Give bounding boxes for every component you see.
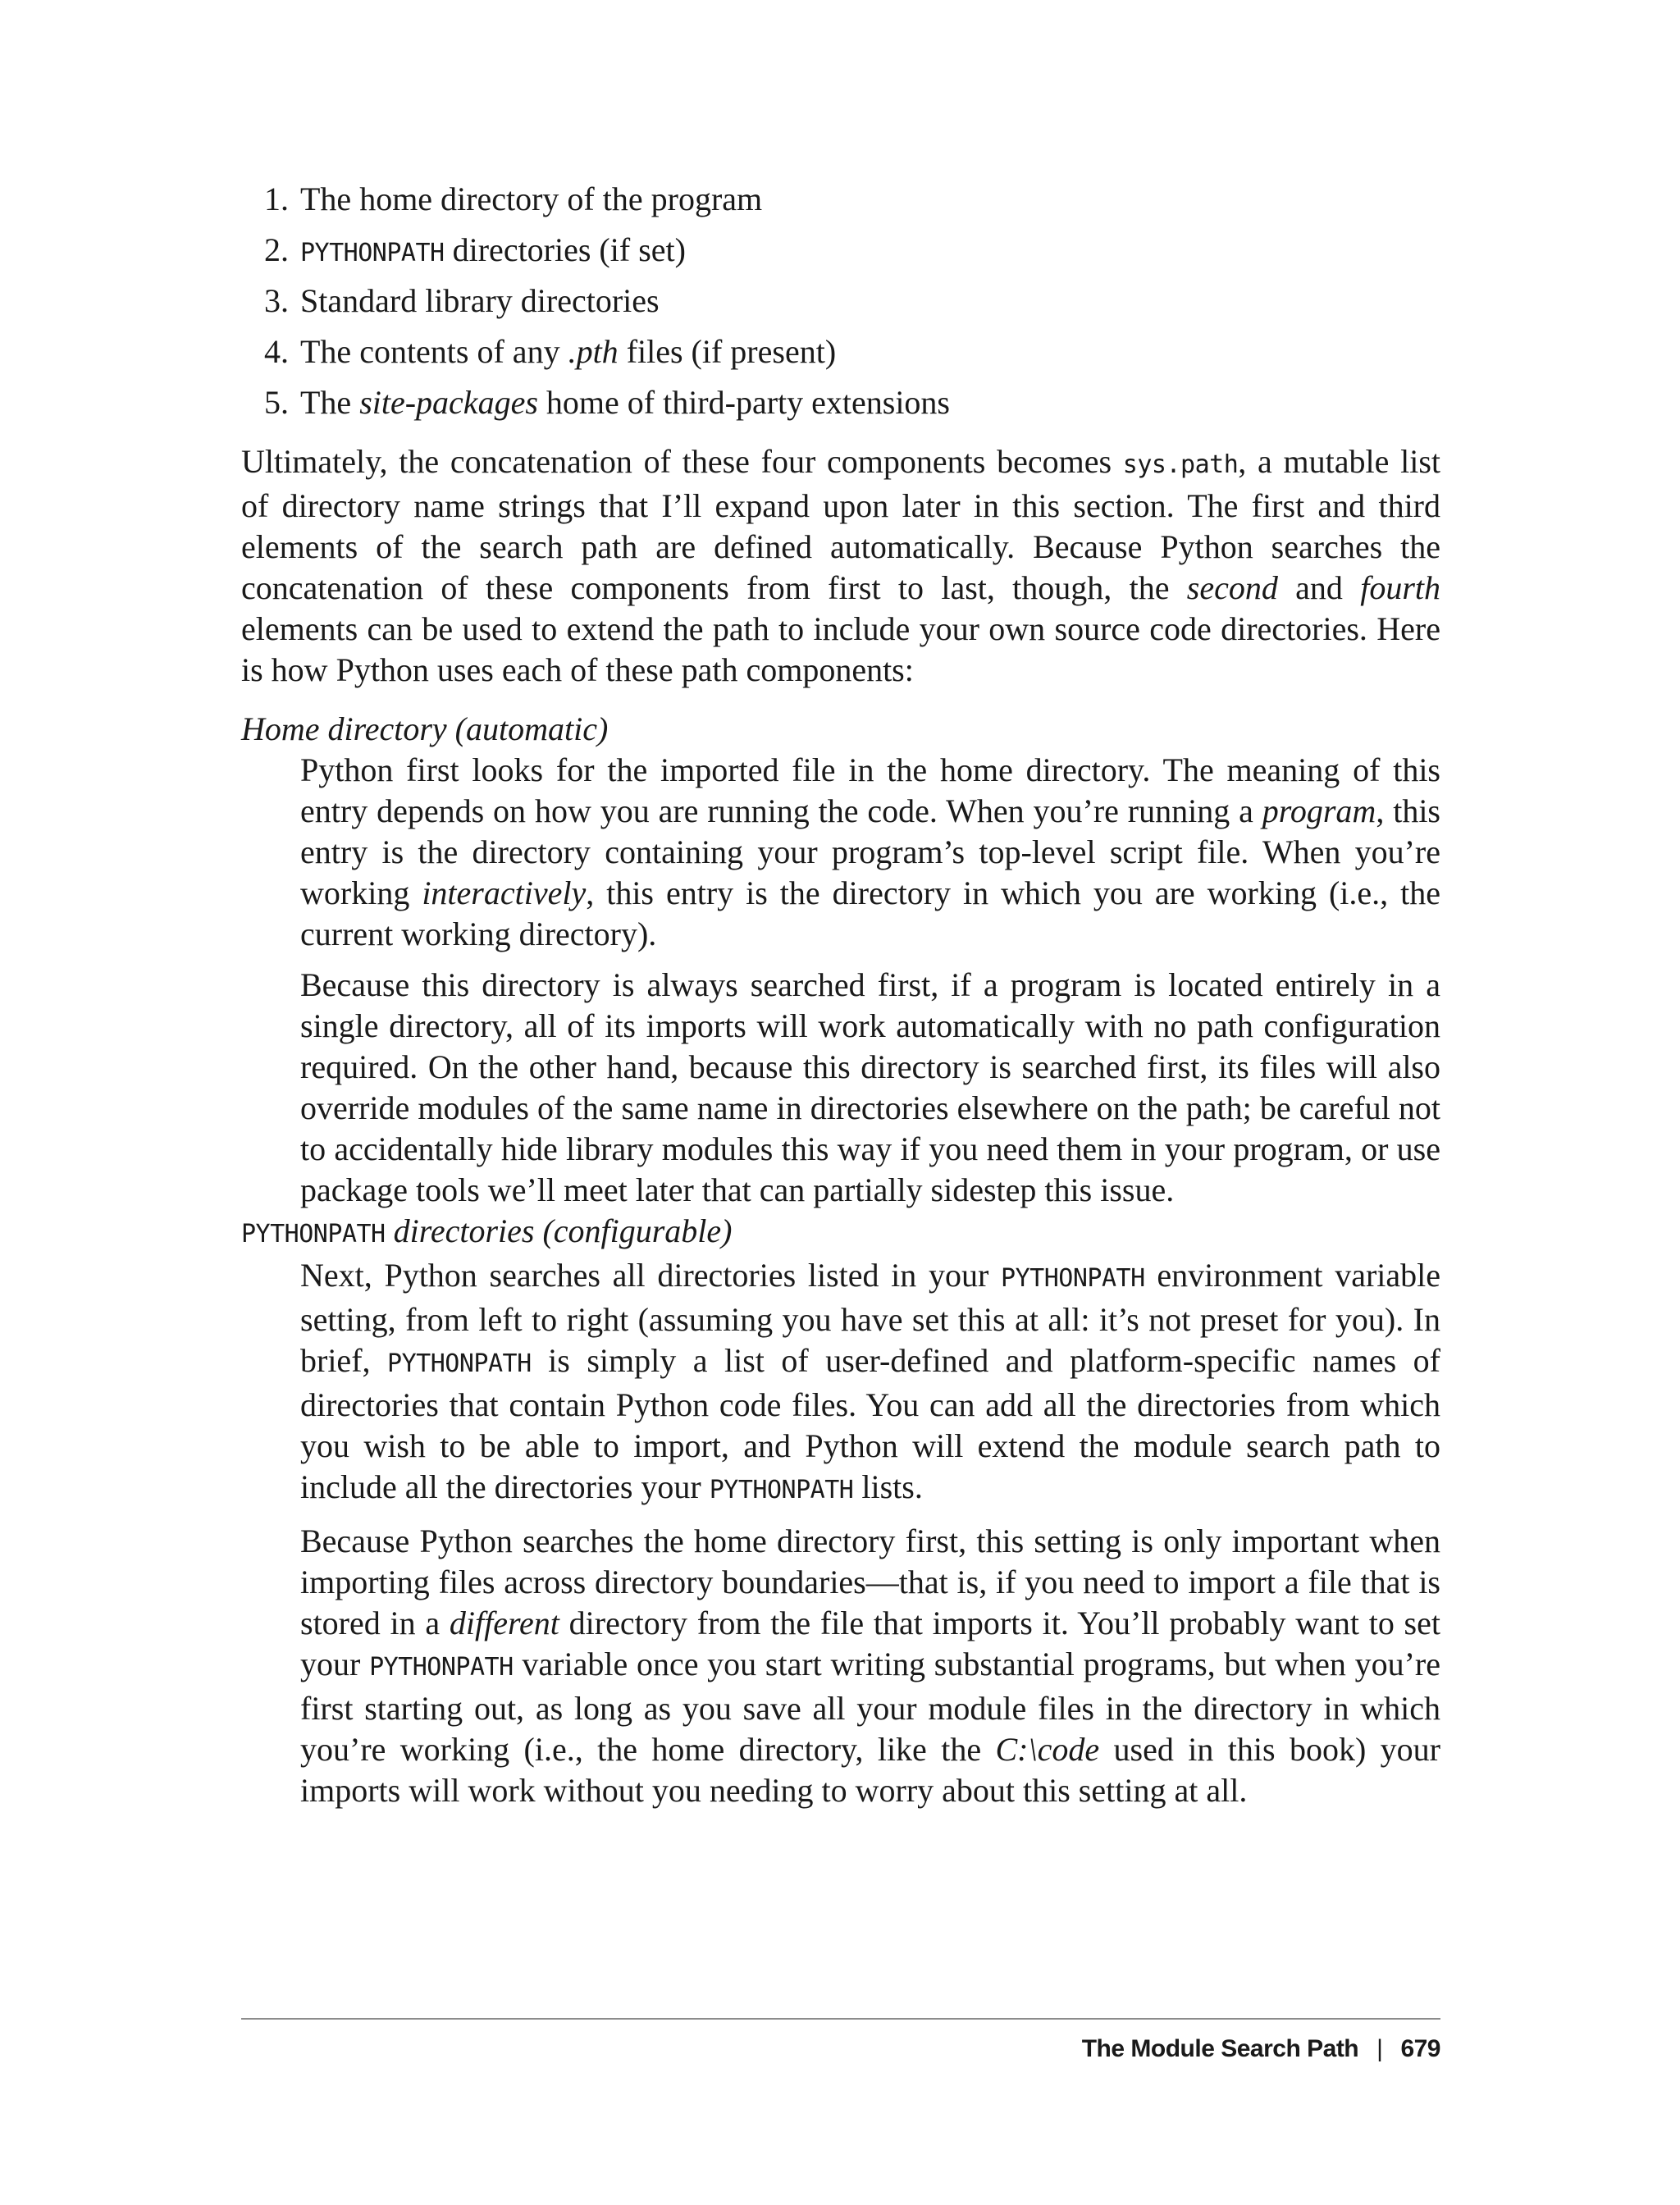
footer-separator: | bbox=[1376, 2035, 1383, 2062]
list-text: The contents of any bbox=[300, 333, 568, 370]
definition-body bbox=[300, 1255, 1440, 1811]
text-run: lists. bbox=[853, 1468, 923, 1505]
code-term: PYTHONPATH bbox=[300, 239, 445, 267]
text-run: , this entry is the directory in which you are working (i.e., the current working directory). bbox=[300, 874, 1440, 952]
list-number: 3. bbox=[264, 282, 289, 319]
text-run: used in this book) your imports will work without you needing to worry about this setting at all. bbox=[300, 1731, 1440, 1809]
page-footer bbox=[241, 2033, 1440, 2066]
definition-body bbox=[300, 750, 1440, 1211]
list-number: 2. bbox=[264, 231, 289, 268]
list-item bbox=[241, 174, 1440, 225]
list-number: 1. bbox=[264, 180, 289, 217]
text-run: elements can be used to extend the path to include your own source code directories. Here is how Python uses each of these path components: bbox=[241, 610, 1440, 688]
list-text: The bbox=[300, 384, 360, 421]
code-term: PYTHONPATH bbox=[369, 1653, 514, 1682]
intro-paragraph bbox=[241, 441, 1440, 691]
italic-term: program bbox=[1262, 792, 1376, 829]
list-text: The home directory of the program bbox=[300, 180, 763, 217]
text-run: directories (configurable) bbox=[385, 1212, 733, 1249]
text-run: Next, Python searches all directories listed in your bbox=[300, 1257, 1002, 1294]
list-text: directories (if set) bbox=[444, 231, 686, 268]
text-run: Because Python searches the home directory first, this setting is only important when importing files across directory boundaries—that is, if you need to import a file that is stored in a bbox=[300, 1522, 1440, 1641]
code-term: PYTHONPATH bbox=[709, 1476, 854, 1504]
italic-term: second bbox=[1186, 569, 1278, 606]
footer-divider bbox=[241, 2018, 1440, 2020]
list-text: home of third-party extensions bbox=[537, 384, 950, 421]
paragraph bbox=[300, 1255, 1440, 1511]
code-term: PYTHONPATH bbox=[387, 1349, 532, 1378]
code-sys-path: sys.path bbox=[1122, 450, 1239, 479]
text-run: environment variable setting, from left to right (assuming you have set this at all: it’s not preset for you). In brief, bbox=[300, 1257, 1441, 1379]
text-run: Python first looks for the imported file in the home directory. The meaning of this entry depends on how you are running the code. When you’re running a bbox=[300, 751, 1440, 829]
italic-term: .pth bbox=[568, 333, 619, 370]
paragraph bbox=[300, 1521, 1440, 1811]
italic-term: interactively bbox=[422, 874, 587, 911]
list-text: Standard library directories bbox=[300, 282, 660, 319]
page-body bbox=[241, 174, 1440, 1811]
list-number: 5. bbox=[264, 384, 289, 421]
paragraph bbox=[300, 750, 1440, 955]
list-item bbox=[241, 326, 1440, 377]
text-run: directory from the file that imports it. You’ll probably want to set your bbox=[300, 1605, 1440, 1682]
code-term: PYTHONPATH bbox=[1001, 1264, 1145, 1293]
italic-term: C:\code bbox=[995, 1731, 1100, 1768]
definition-home bbox=[241, 709, 1440, 1211]
running-section-title: The Module Search Path bbox=[1081, 2035, 1359, 2062]
paragraph: Because this directory is always searched first, if a program is located entirely in a single directory, all of its imports will work automatically with no path configuration required. On the other hand, because this directory is searched first, its files will also override modules of the same name in directories elsewhere on the path; be careful not to accidentally hide library modules this way if you need them in your program, or use package tools we’ll meet later that can partially sidestep this issue. bbox=[300, 966, 1440, 1208]
text-run: , this entry is the directory containing your program’s top-level script file. When you’re working bbox=[300, 792, 1440, 911]
term-home-directory: Home directory (automatic) bbox=[241, 710, 609, 747]
list-text: files (if present) bbox=[618, 333, 837, 370]
term-pythonpath bbox=[241, 1211, 1440, 1255]
text-run: variable once you start writing substantial programs, but when you’re first starting out, as long as you save all your module files in the directory in which you’re working (i.e., the home directory, like the bbox=[300, 1646, 1441, 1768]
list-item bbox=[241, 377, 1440, 428]
text-run: and bbox=[1277, 569, 1361, 606]
definition-pythonpath bbox=[241, 1211, 1440, 1811]
search-path-list bbox=[241, 174, 1440, 428]
page-number: 679 bbox=[1400, 2035, 1440, 2062]
list-number: 4. bbox=[264, 333, 289, 370]
text-run: is simply a list of user-defined and platform-specific names of directories that contain Python code files. You can add all the directories from which you wish to be able to import, and Python will extend the module search path to include all the directories your bbox=[300, 1342, 1440, 1505]
italic-term: fourth bbox=[1360, 569, 1440, 606]
text-run: , a mutable list of directory name strings that I’ll expand upon later in this section. The first and third elements of the search path are defined automatically. Because Python searches the concatenation of these components from first to last, though, the bbox=[241, 443, 1440, 606]
list-item bbox=[241, 225, 1440, 276]
list-item bbox=[241, 276, 1440, 326]
italic-term: site-packages bbox=[359, 384, 538, 421]
text-run: Ultimately, the concatenation of these four components becomes bbox=[241, 443, 1123, 480]
italic-term: different bbox=[449, 1605, 559, 1641]
code-term: PYTHONPATH bbox=[241, 1220, 386, 1249]
